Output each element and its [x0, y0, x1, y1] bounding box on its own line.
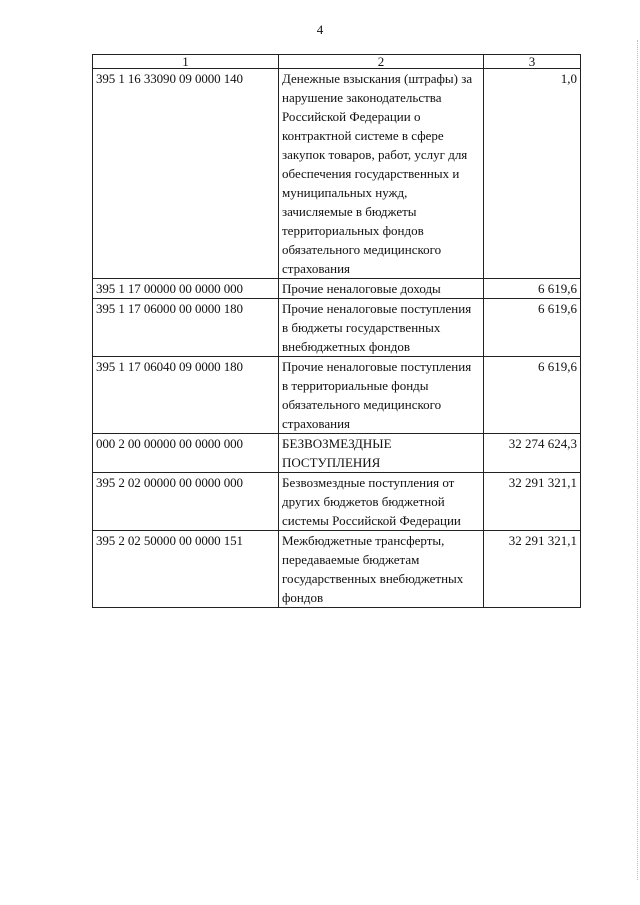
row-description: Безвозмездные поступления от других бюджетов бюджетной системы Российской Федерации [279, 473, 484, 531]
row-code: 395 1 17 00000 00 0000 000 [93, 279, 279, 299]
row-description: Прочие неналоговые доходы [279, 279, 484, 299]
table-row [93, 299, 581, 357]
column-header-description: 2 [279, 55, 484, 69]
row-amount: 6 619,6 [484, 299, 581, 357]
table-row [93, 279, 581, 299]
table-row [93, 357, 581, 434]
row-amount: 32 291 321,1 [484, 473, 581, 531]
row-description: Прочие неналоговые поступления в территориальные фонды обязательного медицинского страхования [279, 357, 484, 434]
scan-edge-line [636, 40, 638, 880]
column-header-amount: 3 [484, 55, 581, 69]
table-row [93, 531, 581, 608]
row-amount: 1,0 [484, 69, 581, 279]
row-code: 395 1 17 06000 00 0000 180 [93, 299, 279, 357]
row-amount: 32 291 321,1 [484, 531, 581, 608]
row-description: Межбюджетные трансферты, передаваемые бюджетам государственных внебюджетных фондов [279, 531, 484, 608]
budget-table [92, 54, 581, 608]
row-code: 395 1 16 33090 09 0000 140 [93, 69, 279, 279]
row-amount: 32 274 624,3 [484, 434, 581, 473]
row-amount: 6 619,6 [484, 279, 581, 299]
column-header-code: 1 [93, 55, 279, 69]
row-amount: 6 619,6 [484, 357, 581, 434]
row-description: БЕЗВОЗМЕЗДНЫЕ ПОСТУПЛЕНИЯ [279, 434, 484, 473]
table-row [93, 473, 581, 531]
table-header-row [93, 55, 581, 69]
page-number: 4 [316, 22, 324, 37]
row-code: 395 1 17 06040 09 0000 180 [93, 357, 279, 434]
table-row [93, 69, 581, 279]
row-code: 395 2 02 00000 00 0000 000 [93, 473, 279, 531]
row-description: Прочие неналоговые поступления в бюджеты государственных внебюджетных фондов [279, 299, 484, 357]
row-code: 000 2 00 00000 00 0000 000 [93, 434, 279, 473]
row-code: 395 2 02 50000 00 0000 151 [93, 531, 279, 608]
table-row [93, 434, 581, 473]
row-description: Денежные взыскания (штрафы) за нарушение законодательства Российской Федерации о контрактной системе в сфере закупок товаров, работ, услуг для обеспечения государственных и муниципальных нужд, зачисляемые в бюджеты территориальных фондов обязательного медицинского страхования [279, 69, 484, 279]
